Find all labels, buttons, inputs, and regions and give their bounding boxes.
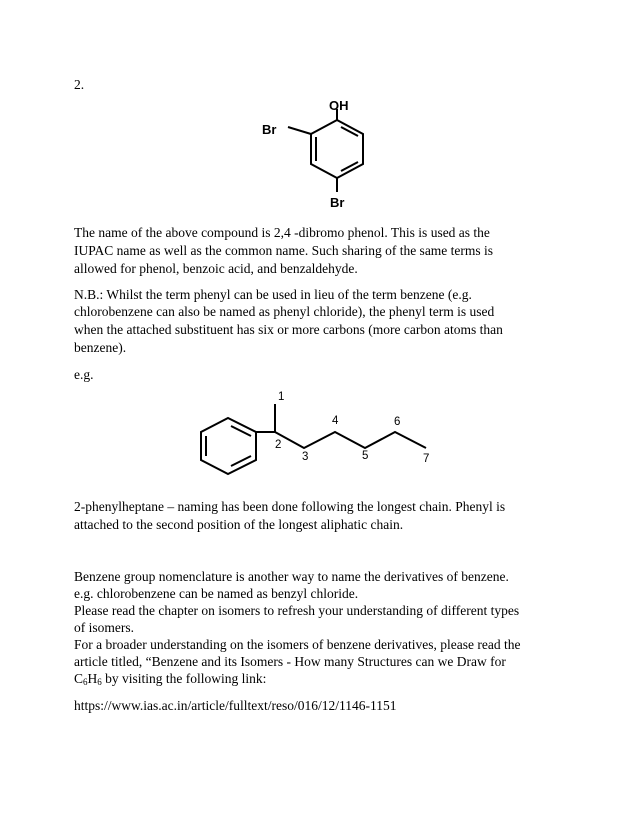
formula-h: H — [87, 671, 98, 686]
paragraph-3-line-1: 2-phenylheptane – naming has been done following the longest chain. Phenyl is — [74, 499, 506, 514]
oh-label: OH — [329, 98, 349, 113]
carbon-number-4: 4 — [332, 415, 339, 427]
paragraph-4-line-5: For a broader understanding on the isomers of benzene derivatives, please read the — [74, 637, 521, 652]
paragraph-1-line-1: The name of the above compound is 2,4 -dibromo phenol. This is used as the — [74, 225, 490, 240]
carbon-number-7: 7 — [423, 453, 430, 465]
paragraph-2-line-4: benzene). — [74, 340, 127, 355]
carbon-number-2: 2 — [275, 439, 282, 451]
carbon-number-6: 6 — [394, 416, 401, 428]
phenylheptane-structure — [195, 386, 445, 486]
paragraph-4-line-1: Benzene group nomenclature is another way to name the derivatives of benzene. — [74, 569, 509, 584]
article-link[interactable]: https://www.ias.ac.in/article/fulltext/reso/016/12/1146-1151 — [74, 698, 397, 713]
formula-c: C — [74, 671, 84, 686]
carbon-number-1: 1 — [278, 391, 285, 403]
paragraph-4-line-2: e.g. chlorobenzene can be named as benzyl chloride. — [74, 586, 359, 601]
dibromophenol-structure — [250, 94, 380, 216]
paragraph-4-line-4: of isomers. — [74, 620, 134, 635]
paragraph-4-line-3: Please read the chapter on isomers to refresh your understanding of different types — [74, 603, 520, 618]
formula-c-subscript: 6 — [83, 677, 88, 687]
paragraph-1-line-3: allowed for phenol, benzoic acid, and benzaldehyde. — [74, 261, 358, 276]
br-left-label: Br — [262, 122, 277, 137]
paragraph-4-line-6: article titled, “Benzene and its Isomers - How many Structures can we Draw for — [74, 654, 506, 669]
carbon-number-3: 3 — [302, 451, 309, 463]
item-number: 2. — [74, 77, 85, 92]
formula-line — [74, 670, 266, 687]
paragraph-2-line-2: chlorobenzene can also be named as phenyl chloride), the phenyl term is used — [74, 304, 495, 319]
paragraph-3-line-2: attached to the second position of the longest aliphatic chain. — [74, 517, 404, 532]
br-bottom-label: Br — [330, 195, 345, 210]
formula-h-subscript: 6 — [97, 677, 102, 687]
eg-label: e.g. — [74, 367, 94, 382]
carbon-number-5: 5 — [362, 450, 369, 462]
paragraph-2-line-1: N.B.: Whilst the term phenyl can be used in lieu of the term benzene (e.g. — [74, 287, 472, 302]
paragraph-2-line-3: when the attached substituent has six or more carbons (more carbon atoms than — [74, 322, 503, 337]
formula-line-rest: by visiting the following link: — [101, 671, 267, 686]
paragraph-1-line-2: IUPAC name as well as the common name. Such sharing of the same terms is — [74, 243, 494, 258]
